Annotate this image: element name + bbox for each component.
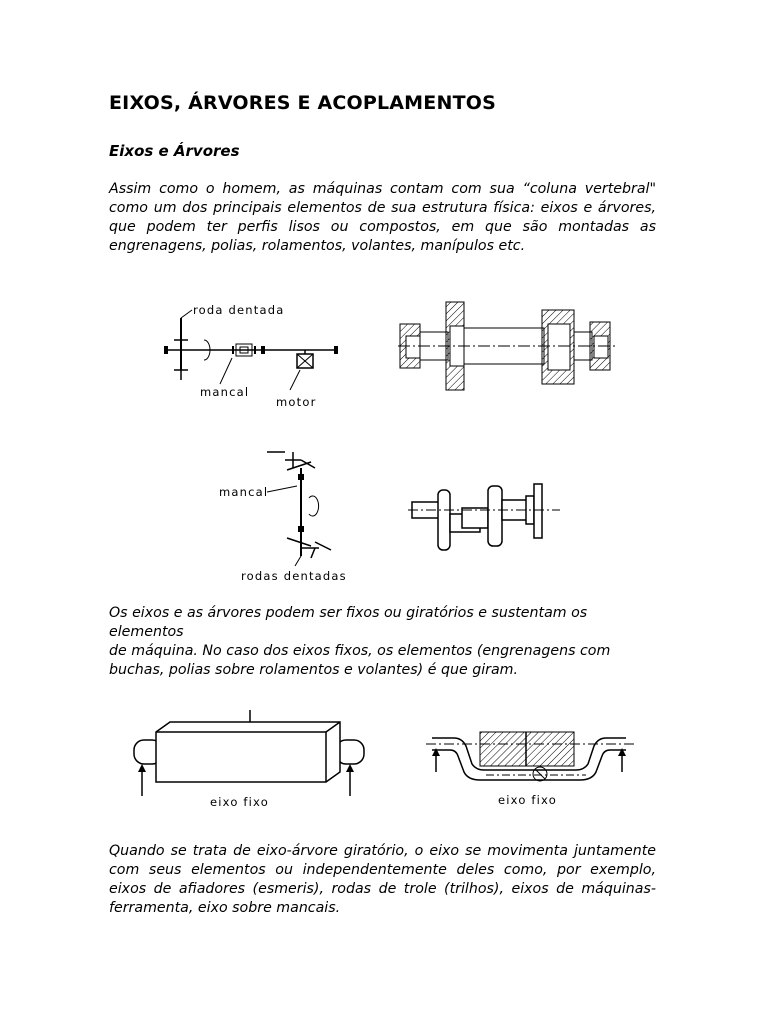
crankshaft-figure [404,478,564,558]
section-heading: Eixos e Árvores [109,142,240,160]
intro-paragraph: Assim como o homem, as máquinas contam com sua “coluna vertebral" como um dos principais elementos de sua estrutura física: eixos e árvores, que podem ter perfis lisos ou compostos, em que são montadas as engrenagens, polias, rolamentos, volantes, manípulos etc. [109,181,656,254]
paragraph-line: Os eixos e as árvores podem ser fixos ou giratórios e sustentam os elementos [109,605,588,640]
bearing-label: mancal [219,485,269,499]
gears-label: rodas dentadas [241,569,347,583]
gear-label: roda dentada [193,303,285,317]
page-title: EIXOS, ÁRVORES E ACOPLAMENTOS [109,92,496,114]
bearing-label: mancal [200,385,250,399]
stepped-shaft-section-figure [398,298,618,398]
caption: eixo fixo [210,795,269,809]
transmission-schematic-figure [160,298,360,413]
paragraph-line: de máquina. No caso dos eixos fixos, os elementos (engrenagens com buchas, polias sobre rolamentos e volantes) é que giram. [109,643,611,678]
motor-label: motor [276,395,317,409]
fixed-axle-beam-figure [130,706,370,816]
rotating-shaft-paragraph: Quando se trata de eixo-árvore giratório, o eixo se movimenta juntamente com seus elementos ou independentemente deles como, por exemplo, eixos de afiadores (esmeris), rodas de trole (trilhos), eixos de máquinas-ferramenta, eixo sobre mancais. [109,843,656,916]
fixed-axle-cranked-figure [426,724,636,816]
fixed-axle-paragraph [109,604,656,680]
caption: eixo fixo [498,793,557,807]
vertical-shaft-schematic-figure [215,446,365,586]
